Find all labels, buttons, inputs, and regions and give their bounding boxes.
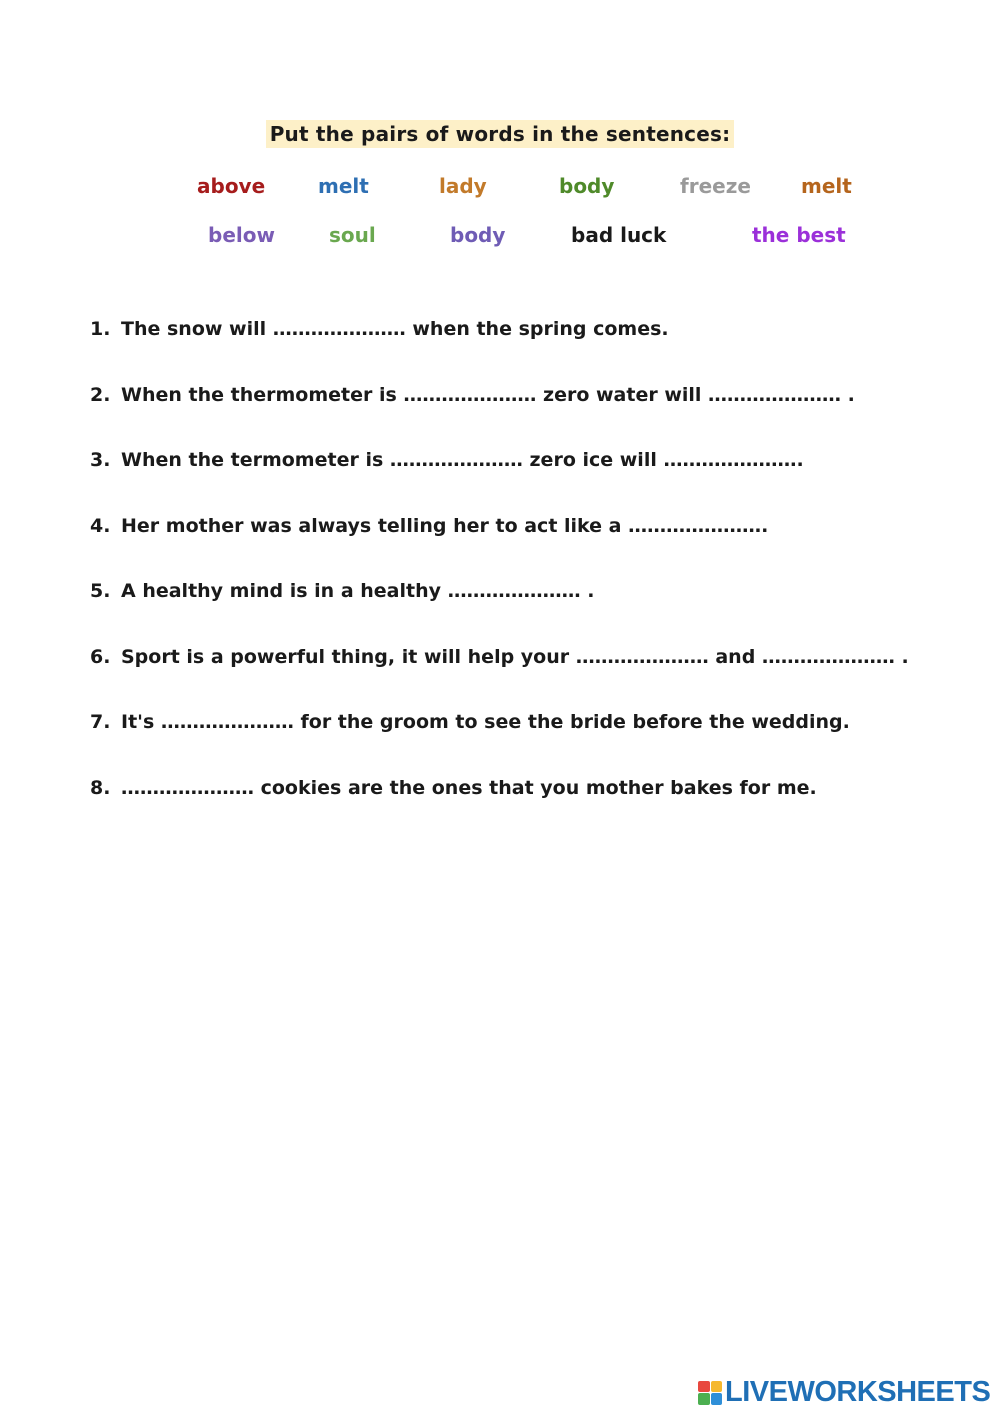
- sentence-item: [90, 318, 970, 384]
- liveworksheets-wordmark: LIVEWORKSHEETS: [725, 1376, 991, 1408]
- sentence-list: [90, 318, 970, 842]
- sentence-item: [90, 711, 970, 777]
- sentence-text: It's ………………… for the groom to see the bride before the wedding.: [121, 711, 850, 733]
- sentence-number: 4.: [90, 514, 111, 537]
- sentence-text: The snow will ………………… when the spring comes.: [121, 318, 669, 340]
- word-bank-item: freeze: [680, 174, 751, 198]
- word-bank-item: body: [559, 174, 615, 198]
- sentence-text: Sport is a powerful thing, it will help your ………………… and ………………… .: [121, 645, 909, 668]
- word-bank-item: above: [197, 174, 266, 198]
- word-bank-item: the best: [752, 223, 846, 247]
- word-bank-item: bad luck: [571, 223, 667, 247]
- sentence-item: [90, 777, 970, 843]
- word-bank-item: below: [208, 223, 275, 247]
- word-bank-item: lady: [439, 174, 487, 198]
- sentence-text: ………………… cookies are the ones that you mother bakes for me.: [121, 776, 817, 799]
- liveworksheets-logo: [698, 1376, 990, 1409]
- title-container: [0, 120, 1000, 148]
- word-bank-item: melt: [801, 174, 852, 198]
- sentence-text: Her mother was always telling her to act like a ………………….: [121, 514, 769, 537]
- word-bank-item: body: [450, 223, 506, 247]
- page-title: Put the pairs of words in the sentences:: [266, 120, 735, 148]
- sentence-number: 8.: [90, 776, 111, 799]
- sentence-number: 1.: [90, 318, 111, 340]
- sentence-item: [90, 384, 970, 450]
- sentence-number: 2.: [90, 383, 111, 406]
- sentence-item: [90, 449, 970, 515]
- word-bank-item: soul: [329, 223, 376, 247]
- sentence-text: When the thermometer is ………………… zero water will ………………… .: [121, 383, 855, 406]
- sentence-item: [90, 646, 970, 712]
- sentence-item: [90, 580, 970, 646]
- sentence-text: A healthy mind is in a healthy ………………… .: [121, 580, 595, 602]
- sentence-number: 3.: [90, 449, 111, 471]
- sentence-text: When the termometer is ………………… zero ice will ………………….: [121, 449, 804, 471]
- word-bank-item: melt: [318, 174, 369, 198]
- sentence-item: [90, 515, 970, 581]
- sentence-number: 6.: [90, 645, 111, 668]
- sentence-number: 7.: [90, 711, 111, 733]
- sentence-number: 5.: [90, 580, 111, 602]
- liveworksheets-logo-icon: [698, 1381, 722, 1405]
